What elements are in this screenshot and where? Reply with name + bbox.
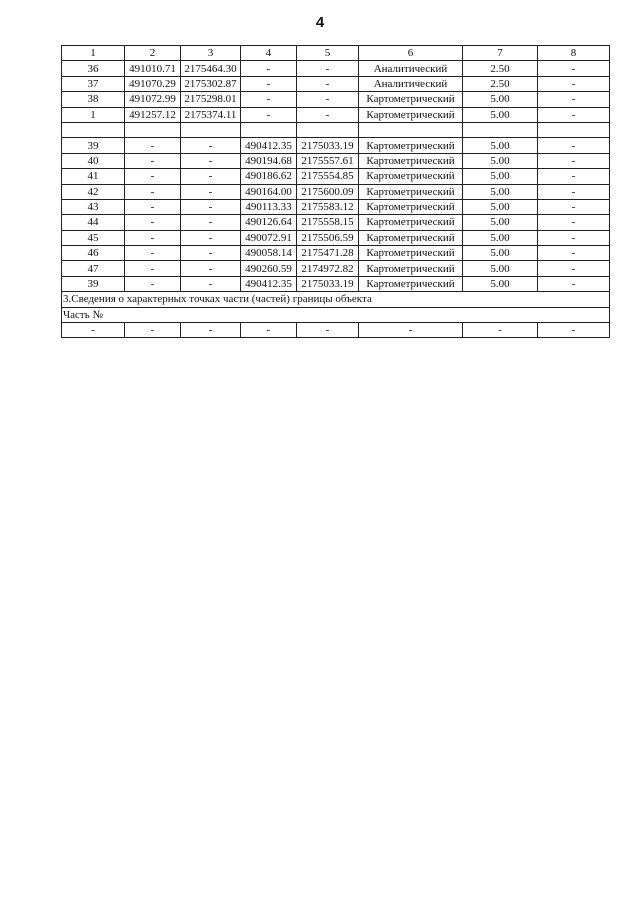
table-cell: 47 — [62, 261, 125, 276]
table-cell: - — [125, 153, 181, 168]
empty-cell — [241, 122, 297, 137]
table-cell: Аналитический — [359, 61, 463, 76]
table-cell: 5.00 — [463, 276, 538, 291]
table-row — [62, 92, 610, 107]
column-header: 6 — [359, 46, 463, 61]
table-cell: - — [538, 138, 610, 153]
table-cell: 5.00 — [463, 169, 538, 184]
table-cell: - — [125, 184, 181, 199]
table-cell: - — [538, 107, 610, 122]
table-cell: 490164.00 — [241, 184, 297, 199]
table-cell: Картометрический — [359, 215, 463, 230]
section-title: 3.Сведения о характерных точках части (частей) границы объекта — [62, 292, 610, 307]
table-row — [62, 153, 610, 168]
table-row — [62, 199, 610, 214]
table-cell: 2175033.19 — [297, 276, 359, 291]
table-cell: - — [125, 230, 181, 245]
table-cell: - — [241, 323, 297, 338]
table-cell: - — [538, 276, 610, 291]
column-header: 1 — [62, 46, 125, 61]
table-cell: - — [125, 215, 181, 230]
table-cell: 43 — [62, 199, 125, 214]
table-cell: 2175298.01 — [181, 92, 241, 107]
table-row — [62, 184, 610, 199]
empty-cell — [463, 122, 538, 137]
table-cell: - — [125, 261, 181, 276]
table-cell: Картометрический — [359, 184, 463, 199]
table-cell: 490072.91 — [241, 230, 297, 245]
table-cell: - — [241, 107, 297, 122]
table-cell: - — [297, 61, 359, 76]
table-cell: Картометрический — [359, 138, 463, 153]
table-row — [62, 169, 610, 184]
table-cell: 5.00 — [463, 153, 538, 168]
table-cell: Картометрический — [359, 261, 463, 276]
table-cell: - — [538, 76, 610, 91]
table-cell: 39 — [62, 276, 125, 291]
empty-cell — [62, 122, 125, 137]
table-cell: Картометрический — [359, 230, 463, 245]
table-row — [62, 246, 610, 261]
empty-cell — [181, 122, 241, 137]
table-cell: - — [181, 138, 241, 153]
column-header: 2 — [125, 46, 181, 61]
table-cell: 5.00 — [463, 215, 538, 230]
table-cell: - — [538, 153, 610, 168]
table-cell: 2175302.87 — [181, 76, 241, 91]
empty-cell — [538, 122, 610, 137]
table-cell: - — [538, 323, 610, 338]
part-row — [62, 307, 610, 322]
column-header: 4 — [241, 46, 297, 61]
table-row — [62, 276, 610, 291]
table-cell: - — [181, 261, 241, 276]
table-cell: Картометрический — [359, 199, 463, 214]
table-cell: Картометрический — [359, 107, 463, 122]
part-label: Часть № — [62, 307, 610, 322]
table-cell: - — [538, 215, 610, 230]
table-cell: 5.00 — [463, 246, 538, 261]
table-cell: 491257.12 — [125, 107, 181, 122]
table-cell: 490113.33 — [241, 199, 297, 214]
table-cell: 2175558.15 — [297, 215, 359, 230]
column-header: 5 — [297, 46, 359, 61]
table-cell: - — [297, 92, 359, 107]
table-cell: - — [359, 323, 463, 338]
column-header: 3 — [181, 46, 241, 61]
table-cell: - — [125, 323, 181, 338]
table-cell: - — [125, 169, 181, 184]
table-cell: 41 — [62, 169, 125, 184]
table-cell: - — [125, 199, 181, 214]
table-cell: 2175033.19 — [297, 138, 359, 153]
table-row — [62, 76, 610, 91]
table-cell: - — [181, 230, 241, 245]
table-cell: Картометрический — [359, 276, 463, 291]
table-cell: 2175557.61 — [297, 153, 359, 168]
table-cell: 2175374.11 — [181, 107, 241, 122]
table-cell: 5.00 — [463, 92, 538, 107]
table-cell: 490058.14 — [241, 246, 297, 261]
table-cell: - — [538, 92, 610, 107]
table-cell: Картометрический — [359, 169, 463, 184]
table-cell: 2175583.12 — [297, 199, 359, 214]
table-cell: Картометрический — [359, 153, 463, 168]
table-cell: - — [538, 261, 610, 276]
table-cell: 490412.35 — [241, 276, 297, 291]
section-row — [62, 292, 610, 307]
table-cell: Аналитический — [359, 76, 463, 91]
table-cell: 5.00 — [463, 184, 538, 199]
table-cell: 5.00 — [463, 230, 538, 245]
table-cell: 39 — [62, 138, 125, 153]
table-cell: 490260.59 — [241, 261, 297, 276]
table-cell: 490412.35 — [241, 138, 297, 153]
table-cell: - — [538, 199, 610, 214]
table-cell: - — [181, 323, 241, 338]
table-cell: 5.00 — [463, 261, 538, 276]
table-row — [62, 215, 610, 230]
table-cell: 490186.62 — [241, 169, 297, 184]
table-cell: - — [297, 107, 359, 122]
table-cell: 1 — [62, 107, 125, 122]
table-cell: 2.50 — [463, 76, 538, 91]
table-cell: - — [297, 76, 359, 91]
table-cell: - — [62, 323, 125, 338]
page-number: 4 — [315, 14, 325, 31]
table-cell: - — [538, 184, 610, 199]
table-cell: 2175600.09 — [297, 184, 359, 199]
table-cell: 40 — [62, 153, 125, 168]
table-cell: - — [181, 276, 241, 291]
table-row — [62, 261, 610, 276]
table-row — [62, 323, 610, 338]
table-cell: 2.50 — [463, 61, 538, 76]
table-cell: - — [125, 138, 181, 153]
empty-cell — [125, 122, 181, 137]
table-cell: 42 — [62, 184, 125, 199]
table-cell: 36 — [62, 61, 125, 76]
table-cell: 5.00 — [463, 107, 538, 122]
table-cell: - — [463, 323, 538, 338]
table-cell: 490194.68 — [241, 153, 297, 168]
table-cell: 5.00 — [463, 199, 538, 214]
table-cell: - — [181, 215, 241, 230]
empty-cell — [359, 122, 463, 137]
table-row — [62, 107, 610, 122]
table-cell: 44 — [62, 215, 125, 230]
table-cell: 5.00 — [463, 138, 538, 153]
coordinates-table — [61, 45, 610, 338]
table-cell: - — [181, 184, 241, 199]
table-cell: - — [125, 246, 181, 261]
table-cell: 491010.71 — [125, 61, 181, 76]
table-cell: - — [538, 169, 610, 184]
table-cell: 46 — [62, 246, 125, 261]
table-cell: - — [297, 323, 359, 338]
table-cell: - — [181, 153, 241, 168]
table-cell: 491070.29 — [125, 76, 181, 91]
table-row — [62, 138, 610, 153]
table-row — [62, 61, 610, 76]
table-cell: 2175464.30 — [181, 61, 241, 76]
table-cell: 2175506.59 — [297, 230, 359, 245]
table-cell: - — [181, 199, 241, 214]
table-cell: Картометрический — [359, 246, 463, 261]
empty-cell — [297, 122, 359, 137]
table-cell: - — [538, 230, 610, 245]
table-cell: 2175554.85 — [297, 169, 359, 184]
header-row — [62, 46, 610, 61]
table-cell: - — [241, 76, 297, 91]
table-cell: - — [538, 246, 610, 261]
table-cell: 2175471.28 — [297, 246, 359, 261]
blank-row — [62, 122, 610, 137]
table-cell: 491072.99 — [125, 92, 181, 107]
table-cell: 2174972.82 — [297, 261, 359, 276]
column-header: 8 — [538, 46, 610, 61]
table-cell: - — [125, 276, 181, 291]
table-cell: - — [538, 61, 610, 76]
column-header: 7 — [463, 46, 538, 61]
table-cell: 45 — [62, 230, 125, 245]
table-cell: 38 — [62, 92, 125, 107]
table-cell: - — [181, 169, 241, 184]
table-row — [62, 230, 610, 245]
table-cell: 490126.64 — [241, 215, 297, 230]
table-cell: - — [181, 246, 241, 261]
table-cell: - — [241, 92, 297, 107]
table-cell: - — [241, 61, 297, 76]
table-cell: 37 — [62, 76, 125, 91]
table-cell: Картометрический — [359, 92, 463, 107]
